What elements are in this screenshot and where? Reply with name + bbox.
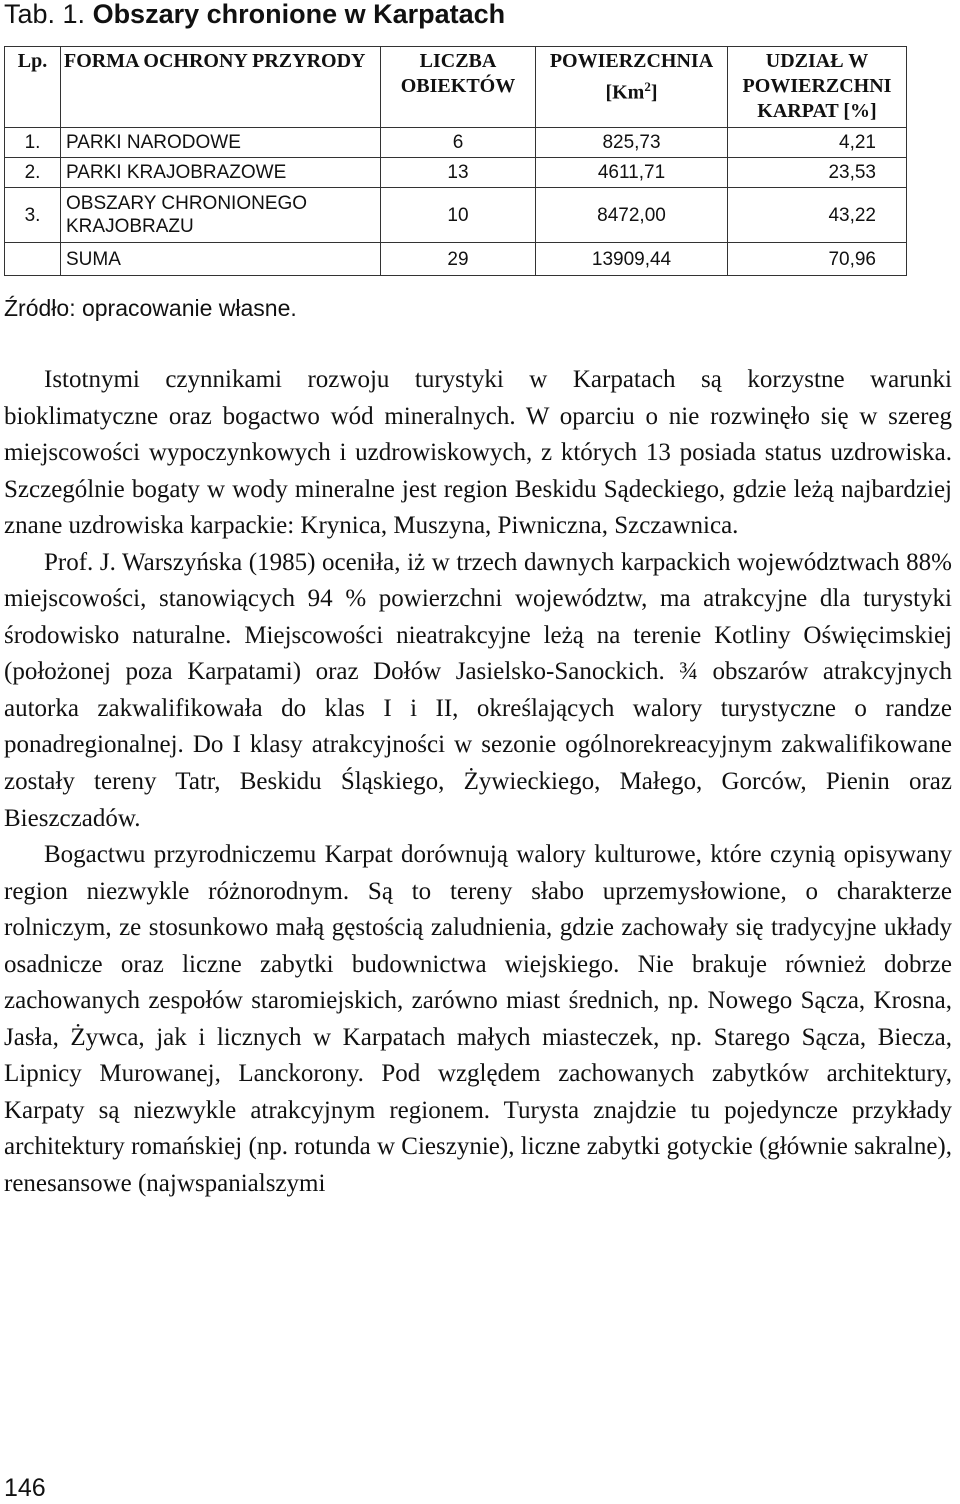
paragraph: Prof. J. Warszyńska (1985) oceniła, iż w trzech dawnych karpackich województwach 88% miejscowości, stanowiących 94 % powierzchni województw, ma atrakcyjne dla turystyki środowisko naturalne. Miejscowości nieatrakcyjne leżą na terenie Kotliny Oświęcimskiej (położonej poza Karpatami) oraz Dołów Jasielsko-Sanockich. ¾ obszarów atrakcyjnych autorka zakwalifikowała do klas I i II, określających walory turystyczne o randze ponadregionalnej. Do I klasy atrakcyjności w sezonie ogólnorekreacyjnym zakwalifikowane zostały tereny Tatr, Beskidu Śląskiego, Żywieckiego, Małego, Gorców, Pienin oraz Bieszczadów.: [4, 548, 952, 832]
protected-areas-table: [4, 46, 907, 276]
cell-count: 6: [381, 128, 536, 158]
header-powierzchnia-line1: POWIERZCHNIA: [549, 50, 714, 72]
cell-share: 23,53: [728, 158, 907, 188]
cell-name: OBSZARY CHRONIONEGO KRAJOBRAZU: [61, 188, 381, 243]
cell-count: 13: [381, 158, 536, 188]
cell-count: 10: [381, 188, 536, 243]
cell-lp: 2.: [5, 158, 61, 188]
paragraph: Bogactwu przyrodniczemu Karpat dorównują walory kulturowe, które czynią opisywany region niezwykle różnorodnym. Są to tereny słabo uprzemysłowione, o charakterze rolniczym, ze stosunkowo małą gęstością zaludnienia, gdzie zachowały się tradycyjne układy osadnicze oraz liczne zabytki budownictwa wiejskiego. Nie brakuje również dobrze zachowanych zespołów staromiejskich, zarówno miast średnich, np. Nowego Sącza, Krosna, Jasła, Żywca, jak i licznych w Karpatach małych miasteczek, np. Starego Sącza, Biecza, Lipnicy Murowanej, Lanckorony. Pod względem zachowanych zabytków architektury, Karpaty są niezwykle atrakcyjnym regionem. Turysta znajdzie tu pojedyncze przykłady architektury romańskiej (np. rotunda w Cieszynie), liczne zabytki gotyckie (głównie sakralne), renesansowe (najwspanialszymi: [4, 841, 952, 1198]
cell-lp: [5, 243, 61, 276]
table-row: [5, 158, 907, 188]
header-udzial: UDZIAŁ W POWIERZCHNI KARPAT [%]: [728, 47, 907, 128]
table-row: [5, 188, 907, 243]
cell-area: 825,73: [536, 128, 728, 158]
cell-share: 43,22: [728, 188, 907, 243]
paragraph: Istotnymi czynnikami rozwoju turystyki w Karpatach są korzystne warunki bioklimatyczne oraz bogactwo wód mineralnych. W oparciu o nie rozwinęło się w szereg miejscowości wypoczynkowych i uzdrowiskowych, z których 13 posiada status uzdrowiska. Szczególnie bogaty w wody mineralne jest region Beskidu Sądeckiego, gdzie leżą najbardziej znane uzdrowiska karpackie: Krynica, Muszyna, Piwniczna, Szczawnica.: [4, 366, 952, 540]
table-source-note: Źródło: opracowanie własne.: [4, 295, 297, 321]
cell-count: 29: [381, 243, 536, 276]
cell-area: 8472,00: [536, 188, 728, 243]
header-forma: FORMA OCHRONY PRZYRODY: [61, 47, 381, 128]
table-row: [5, 128, 907, 158]
cell-name: PARKI KRAJOBRAZOWE: [61, 158, 381, 188]
header-lp: Lp.: [5, 47, 61, 128]
table-caption-title: Obszary chronione w Karpatach: [92, 0, 506, 29]
cell-area: 4611,71: [536, 158, 728, 188]
cell-area: 13909,44: [536, 243, 728, 276]
header-powierzchnia-unit-sup: 2: [644, 79, 651, 94]
cell-lp: 1.: [5, 128, 61, 158]
page-number: 146: [4, 1474, 46, 1502]
table-caption-prefix: Tab. 1.: [4, 0, 93, 29]
header-powierzchnia-unit-b: ]: [650, 81, 658, 104]
table-header-row: [5, 47, 907, 128]
header-liczba: LICZBA OBIEKTÓW: [381, 47, 536, 128]
cell-share: 70,96: [728, 243, 907, 276]
table-sum-row: [5, 243, 907, 276]
body-text: [4, 362, 952, 1203]
cell-share: 4,21: [728, 128, 907, 158]
cell-lp: 3.: [5, 188, 61, 243]
table-caption: [4, 0, 505, 30]
header-powierzchnia-unit-a: [Km: [605, 81, 645, 104]
header-powierzchnia: [536, 47, 728, 128]
cell-name: PARKI NARODOWE: [61, 128, 381, 158]
cell-name: SUMA: [61, 243, 381, 276]
